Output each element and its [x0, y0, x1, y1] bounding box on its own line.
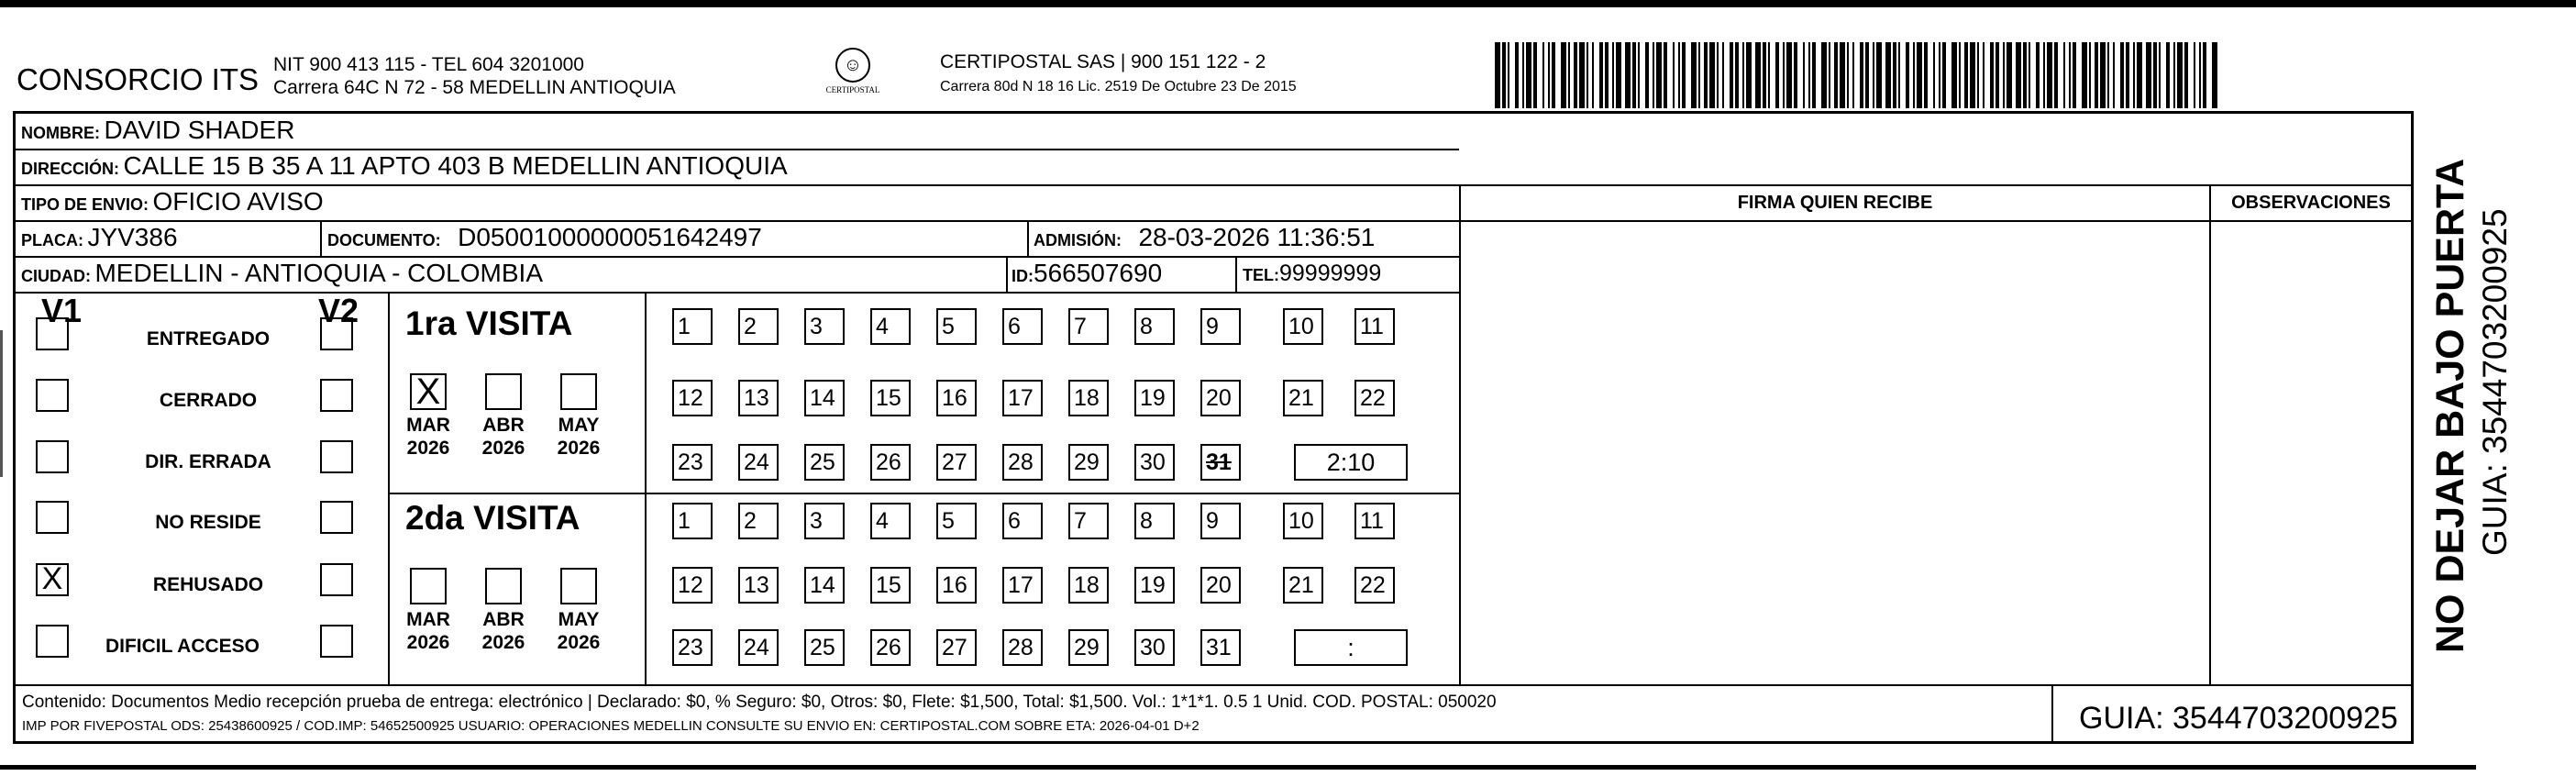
day-checkbox[interactable]: 17: [1002, 567, 1043, 604]
nit-line: NIT 900 413 115 - TEL 604 3201000: [273, 54, 584, 75]
status-label: CERRADO: [159, 390, 258, 411]
barcode: [1495, 42, 2224, 108]
v1-checkbox[interactable]: [36, 501, 69, 534]
month-year: 2026: [406, 438, 450, 459]
guia-box: GUIA: 3544703200925: [2079, 701, 2398, 736]
day-checkbox[interactable]: 14: [804, 380, 845, 416]
month-year: 2026: [557, 438, 601, 459]
month-year: 2026: [406, 632, 450, 653]
observaciones-header: OBSERVACIONES: [2231, 193, 2391, 213]
month-label: [397, 608, 459, 654]
documento-label: DOCUMENTO:: [327, 231, 441, 249]
status-label: DIFICIL ACCESO: [105, 636, 260, 657]
day-checkbox[interactable]: 27: [936, 444, 977, 481]
day-checkbox[interactable]: 14: [804, 567, 845, 604]
day-checkbox[interactable]: 6: [1002, 503, 1043, 539]
month-name: MAR: [406, 609, 450, 630]
time-field[interactable]: :: [1294, 629, 1408, 666]
month-name: ABR: [482, 415, 525, 436]
footer-print-line: IMP POR FIVEPOSTAL ODS: 25438600925 / COD.IMP: 54652500925 USUARIO: OPERACIONES MEDELLIN CONSULTE SU ENVIO EN: CERTIPOSTAL.COM SOBRE ETA: 2026-04-01 D+2: [22, 718, 1200, 734]
v1-checkbox[interactable]: [36, 625, 69, 658]
month-year: 2026: [557, 632, 601, 653]
day-checkbox[interactable]: 25: [804, 444, 845, 481]
day-checkbox[interactable]: 23: [672, 444, 713, 481]
tel-label: TEL:: [1243, 266, 1279, 284]
admision-value: 28-03-2026 11:36:51: [1138, 223, 1376, 251]
day-checkbox[interactable]: 5: [936, 503, 977, 539]
ciudad-value: MEDELLIN - ANTIOQUIA - COLOMBIA: [94, 259, 543, 287]
day-checkbox[interactable]: 23: [672, 629, 713, 666]
side-notice: NO DEJAR BAJO PUERTA: [2428, 158, 2472, 653]
day-checkbox[interactable]: 31: [1200, 444, 1241, 481]
day-checkbox[interactable]: 27: [936, 629, 977, 666]
company-name: CONSORCIO ITS: [17, 62, 260, 96]
day-checkbox[interactable]: 31: [1200, 629, 1241, 666]
month-checkbox[interactable]: [560, 373, 597, 410]
day-checkbox[interactable]: 20: [1200, 567, 1241, 604]
edge-mark: [0, 330, 3, 477]
top-border: [0, 0, 2576, 7]
tipo-label: TIPO DE ENVIO:: [21, 195, 149, 214]
day-checkbox[interactable]: 2: [738, 503, 779, 539]
day-checkbox[interactable]: 26: [870, 629, 911, 666]
day-checkbox[interactable]: 24: [738, 444, 779, 481]
day-checkbox[interactable]: 9: [1200, 308, 1241, 345]
day-checkbox[interactable]: 19: [1134, 567, 1175, 604]
id-cell: [1012, 259, 1162, 288]
placa-cell: [21, 223, 178, 252]
v2-checkbox[interactable]: [320, 440, 353, 473]
certipostal-logo: [816, 48, 890, 110]
day-checkbox[interactable]: 8: [1134, 503, 1175, 539]
delivery-form: [13, 111, 2414, 744]
day-checkbox[interactable]: 4: [870, 503, 911, 539]
month-year: 2026: [481, 632, 525, 653]
day-checkbox[interactable]: 15: [870, 380, 911, 416]
nombre-row: [21, 116, 294, 145]
month-label: [397, 414, 459, 460]
month-checkbox[interactable]: [485, 568, 522, 604]
month-name: MAY: [558, 415, 600, 436]
status-label: REHUSADO: [152, 574, 264, 595]
day-checkbox[interactable]: 12: [672, 380, 713, 416]
day-checkbox[interactable]: 30: [1134, 444, 1175, 481]
v2-checkbox[interactable]: [320, 625, 353, 658]
status-label: DIR. ERRADA: [145, 451, 271, 472]
day-checkbox[interactable]: 28: [1002, 444, 1043, 481]
v1-checkbox[interactable]: [36, 379, 69, 412]
nombre-label: NOMBRE:: [21, 124, 100, 142]
day-checkbox[interactable]: 17: [1002, 380, 1043, 416]
month-label: [472, 608, 535, 654]
day-checkbox[interactable]: 24: [738, 629, 779, 666]
day-checkbox[interactable]: 21: [1283, 380, 1323, 416]
address-line: Carrera 64C N 72 - 58 MEDELLIN ANTIOQUIA: [273, 77, 676, 98]
tipo-row: [21, 187, 324, 216]
admision-cell: [1034, 223, 1375, 252]
firma-header: FIRMA QUIEN RECIBE: [1737, 193, 1933, 213]
time-field[interactable]: 2:10: [1294, 444, 1408, 481]
day-checkbox[interactable]: 8: [1134, 308, 1175, 345]
v2-checkbox[interactable]: [320, 563, 353, 596]
day-checkbox[interactable]: 7: [1068, 503, 1109, 539]
day-checkbox[interactable]: 9: [1200, 503, 1241, 539]
first-visit-title: 1ra VISITA: [405, 305, 573, 342]
month-name: ABR: [482, 609, 525, 630]
day-checkbox[interactable]: 18: [1068, 380, 1109, 416]
documento-value: D05001000000051642497: [458, 223, 762, 251]
v1-header: V1: [41, 292, 83, 329]
direccion-value: CALLE 15 B 35 A 11 APTO 403 B MEDELLIN ANTIOQUIA: [123, 151, 788, 180]
day-checkbox[interactable]: 29: [1068, 629, 1109, 666]
day-checkbox[interactable]: 1: [672, 308, 713, 345]
bottom-border: [0, 765, 2476, 770]
day-checkbox[interactable]: 4: [870, 308, 911, 345]
documento-cell: [327, 223, 762, 252]
logo-icon: ☺: [835, 48, 870, 83]
month-name: MAY: [558, 609, 600, 630]
status-label: NO RESIDE: [155, 512, 261, 533]
month-checkbox[interactable]: X: [410, 373, 447, 410]
ciudad-cell: [21, 259, 543, 288]
side-guia: GUIA: 3544703200925: [2476, 208, 2514, 556]
day-checkbox[interactable]: 13: [738, 567, 779, 604]
admision-label: ADMISIÓN:: [1034, 231, 1122, 249]
day-checkbox[interactable]: 10: [1283, 308, 1323, 345]
v2-header: V2: [318, 292, 359, 329]
direccion-label: DIRECCIÓN:: [21, 160, 119, 178]
certipostal-license: Carrera 80d N 18 16 Lic. 2519 De Octubre 23 De 2015: [940, 79, 1297, 94]
day-checkbox[interactable]: 22: [1354, 380, 1395, 416]
day-checkbox[interactable]: 30: [1134, 629, 1175, 666]
month-checkbox[interactable]: [485, 373, 522, 410]
placa-value: JYV386: [87, 223, 178, 251]
day-checkbox[interactable]: 16: [936, 567, 977, 604]
day-checkbox[interactable]: 18: [1068, 567, 1109, 604]
day-checkbox[interactable]: 2: [738, 308, 779, 345]
placa-label: PLACA:: [21, 231, 83, 249]
day-checkbox[interactable]: 21: [1283, 567, 1323, 604]
month-label: [547, 414, 610, 460]
month-label: [547, 608, 610, 654]
v1-checkbox[interactable]: [36, 440, 69, 473]
day-checkbox[interactable]: 26: [870, 444, 911, 481]
nombre-value: DAVID SHADER: [104, 116, 295, 144]
day-checkbox[interactable]: 6: [1002, 308, 1043, 345]
day-checkbox[interactable]: 3: [804, 308, 845, 345]
day-checkbox[interactable]: 7: [1068, 308, 1109, 345]
day-checkbox[interactable]: 29: [1068, 444, 1109, 481]
ciudad-label: CIUDAD:: [21, 267, 91, 285]
day-checkbox[interactable]: 19: [1134, 380, 1175, 416]
day-checkbox[interactable]: 15: [870, 567, 911, 604]
month-checkbox[interactable]: [560, 568, 597, 604]
id-value: 566507690: [1034, 259, 1163, 287]
v2-checkbox[interactable]: [320, 501, 353, 534]
day-checkbox[interactable]: 16: [936, 380, 977, 416]
month-name: MAR: [406, 415, 450, 436]
month-year: 2026: [481, 438, 525, 459]
day-checkbox[interactable]: 28: [1002, 629, 1043, 666]
v1-checkbox[interactable]: [36, 317, 69, 350]
tel-cell: [1243, 261, 1381, 287]
day-checkbox[interactable]: 25: [804, 629, 845, 666]
day-checkbox[interactable]: 3: [804, 503, 845, 539]
company-info: [273, 53, 676, 99]
day-checkbox[interactable]: 11: [1354, 308, 1395, 345]
second-visit-title: 2da VISITA: [405, 499, 580, 537]
day-checkbox[interactable]: 11: [1354, 503, 1395, 539]
day-checkbox[interactable]: 13: [738, 380, 779, 416]
logo-text: CERTIPOSTAL: [825, 85, 880, 94]
footer-content-line: Contenido: Documentos Medio recepción prueba de entrega: electrónico | Declarado: $0, % Seguro: $0, Otros: $0, Flete: $1,500, Total: $1,500. Vol.: 1*1*1. 0.5 1 Unid. COD. POSTAL: 050020: [22, 693, 1497, 712]
day-checkbox[interactable]: 1: [672, 503, 713, 539]
direccion-row: [21, 151, 788, 181]
tel-value: 99999999: [1279, 261, 1382, 286]
v2-checkbox[interactable]: [320, 317, 353, 350]
tipo-value: OFICIO AVISO: [152, 187, 324, 216]
day-checkbox[interactable]: 12: [672, 567, 713, 604]
day-checkbox[interactable]: 22: [1354, 567, 1395, 604]
certipostal-title: CERTIPOSTAL SAS | 900 151 122 - 2: [940, 51, 1266, 72]
status-label: ENTREGADO: [146, 328, 271, 349]
id-label: ID:: [1012, 267, 1034, 285]
v2-checkbox[interactable]: [320, 379, 353, 412]
day-checkbox[interactable]: 20: [1200, 380, 1241, 416]
month-label: [472, 414, 535, 460]
month-checkbox[interactable]: [410, 568, 447, 604]
day-checkbox[interactable]: 5: [936, 308, 977, 345]
day-checkbox[interactable]: 10: [1283, 503, 1323, 539]
v1-checkbox[interactable]: X: [36, 563, 69, 596]
